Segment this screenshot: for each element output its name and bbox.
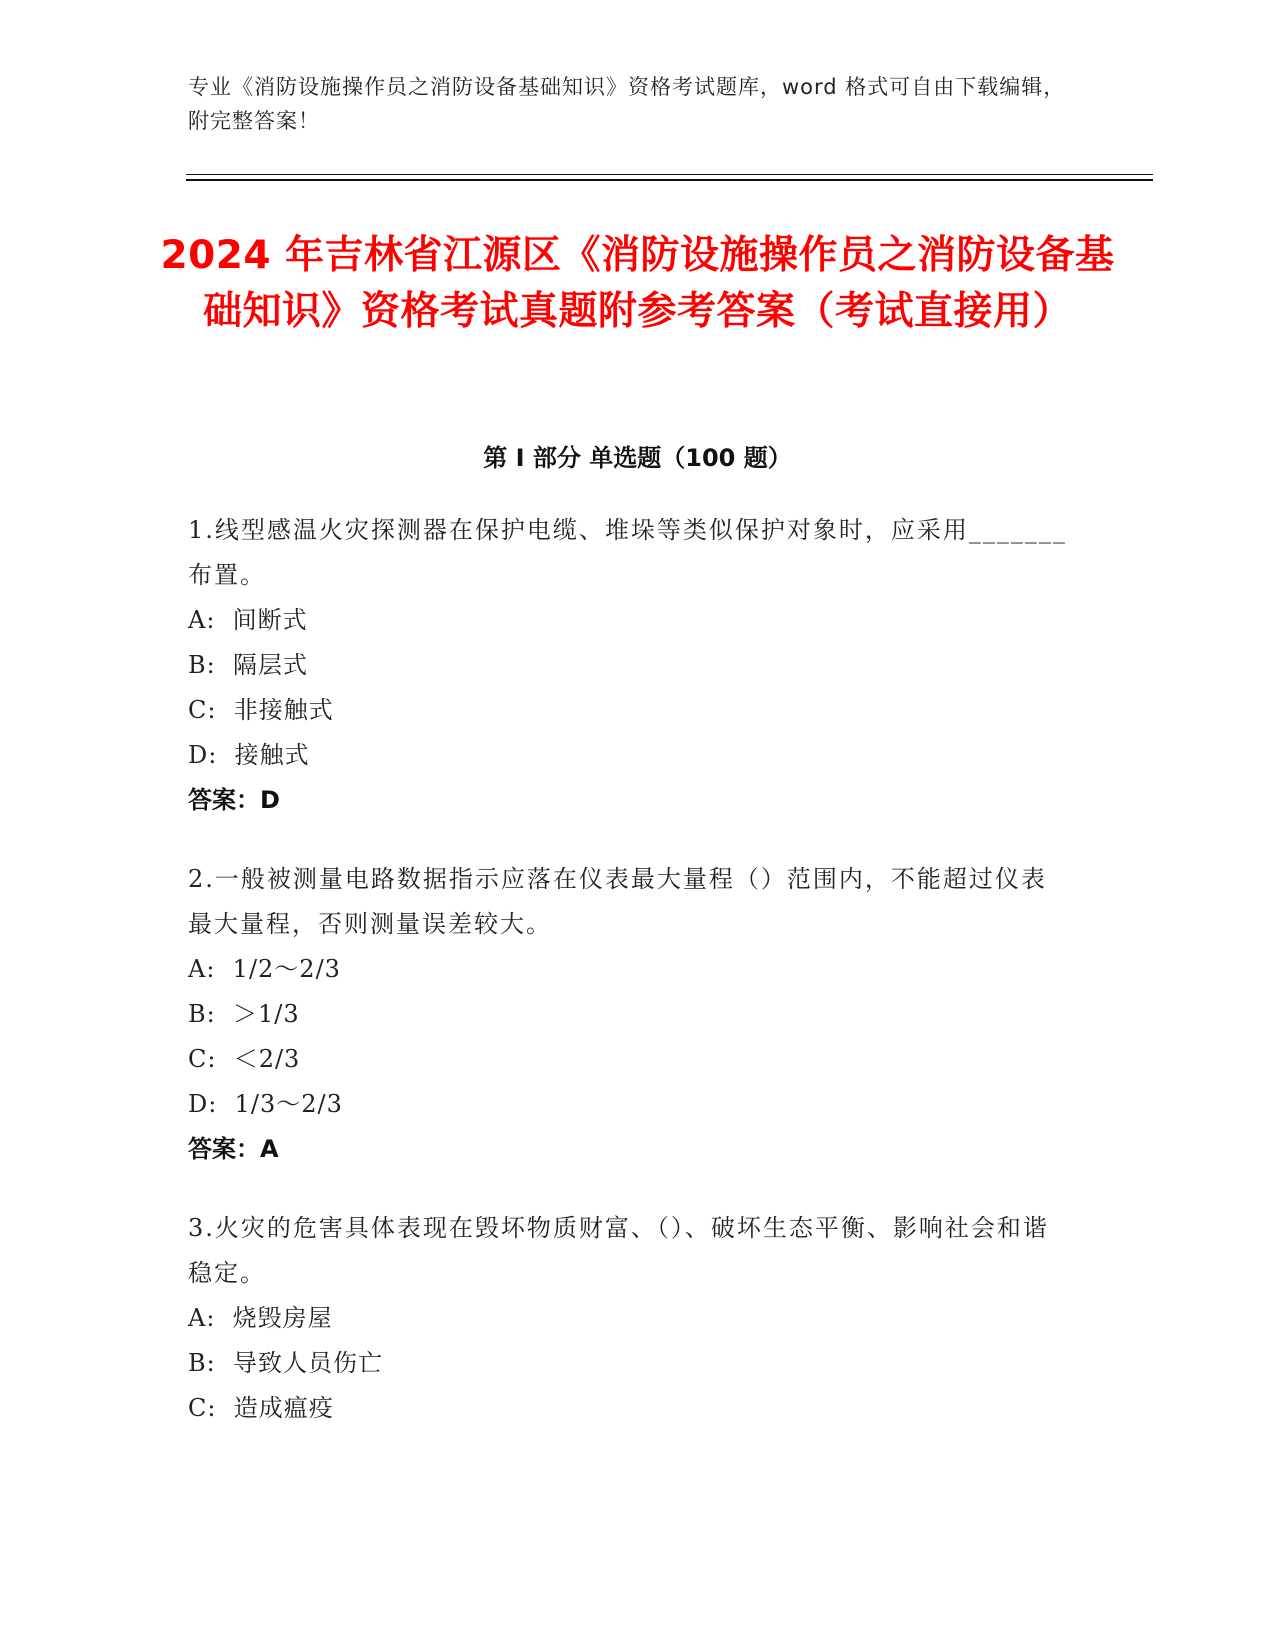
answer: 答案：D — [188, 786, 280, 814]
option-b: B: 导致人员伤亡 — [188, 1349, 383, 1377]
option-d: D: 1/3～2/3 — [188, 1090, 343, 1118]
option-b: B: 隔层式 — [188, 651, 308, 679]
question-1 — [188, 508, 1068, 823]
option-a: A: 烧毁房屋 — [188, 1304, 333, 1332]
header-divider-thick — [186, 179, 1153, 181]
question-text: 1.线型感温火灾探测器在保护电缆、堆垛等类似保护对象时，应采用_______布置。 — [188, 516, 1067, 589]
option-a: A: 间断式 — [188, 606, 308, 634]
option-a: A: 1/2～2/3 — [188, 955, 341, 983]
question-2 — [188, 857, 1068, 1172]
option-c: C: 非接触式 — [188, 696, 334, 724]
question-3 — [188, 1206, 1068, 1431]
header-divider-thin — [186, 174, 1153, 175]
option-c: C: 造成瘟疫 — [188, 1394, 334, 1422]
option-d: D: 接触式 — [188, 741, 310, 769]
option-c: C: ＜2/3 — [188, 1045, 301, 1073]
question-text: 2.一般被测量电路数据指示应落在仪表最大量程（）范围内，不能超过仪表最大量程，否则测量误差较大。 — [188, 865, 1047, 938]
question-text: 3.火灾的危害具体表现在毁坏物质财富、（）、破坏生态平衡、影响社会和谐稳定。 — [188, 1214, 1049, 1287]
document-title: 2024 年吉林省江源区《消防设施操作员之消防设备基础知识》资格考试真题附参考答案（考试直接用） — [160, 233, 1115, 334]
option-b: B: ＞1/3 — [188, 1000, 300, 1028]
header-note: 专业《消防设施操作员之消防设备基础知识》资格考试题库，word 格式可自由下载编辑，附完整答案！ — [188, 75, 1066, 133]
section-title: 第 I 部分 单选题（100 题） — [483, 444, 792, 472]
answer: 答案：A — [188, 1135, 279, 1163]
